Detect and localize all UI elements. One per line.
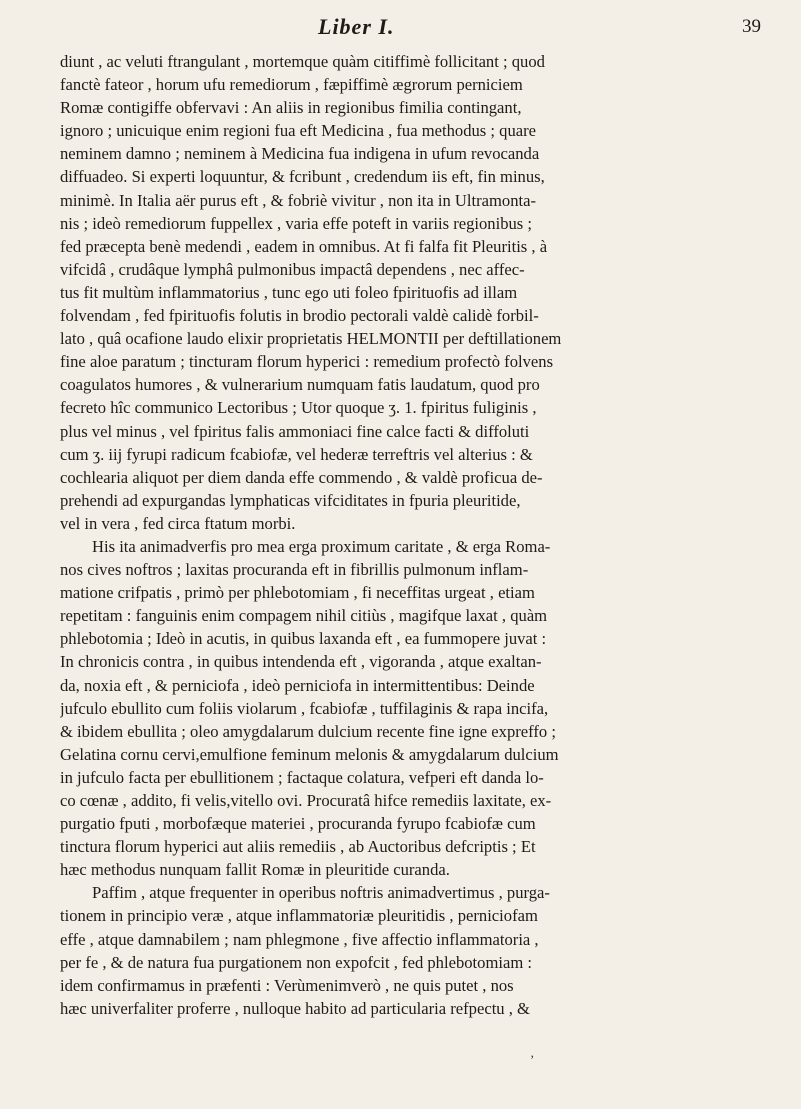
footer-mark: ʼ	[530, 1052, 535, 1067]
text-line: da, noxia eft , & perniciofa , ideò perniciofa in intermittentibus: Deinde	[60, 675, 535, 695]
text-line: fanctè fateor , horum ufu remediorum , fæpiffimè ægrorum perniciem	[60, 75, 523, 95]
page-number: 39	[742, 16, 761, 37]
text-line: fed præcepta benè medendi , eadem in omnibus. At fi falfa fit Pleuritis , à	[60, 236, 548, 256]
running-head: Liber I.	[318, 14, 395, 39]
text-line: nis ; ideò remediorum fuppellex , varia effe poteft in variis regionibus ;	[60, 213, 533, 233]
text-line: plus vel minus , vel fpiritus falis ammoniaci fine calce facti & diffoluti	[60, 421, 530, 441]
text-line: ignoro ; unicuique enim regioni fua eft Medicina , fua methodus ; quare	[60, 121, 537, 141]
text-line: fecreto hîc communico Lectoribus ; Utor quoque ʒ. 1. fpiritus fuliginis ,	[60, 398, 537, 418]
text-line: per fe , & de natura fua purgationem non expofcit , fed phlebotomiam :	[60, 952, 533, 972]
text-line: fine aloe paratum ; tincturam florum hyperici : remedium profectò folvens	[60, 352, 554, 372]
text-line: purgatio fputi , morbofæque materiei , procuranda fyrupo fcabiofæ cum	[60, 814, 536, 834]
text-line: vifcidâ , crudâque lymphâ pulmonibus impactâ dependens , nec affec-	[60, 259, 525, 279]
text-line: Paffim , atque frequenter in operibus noftris animadvertimus , purga-	[92, 883, 550, 903]
text-line: & ibidem ebullita ; oleo amygdalarum dulcium recente fine igne expreffo ;	[60, 721, 556, 741]
text-line: tionem in principio veræ , atque inflammatoriæ pleuritidis , perniciofam	[60, 906, 538, 926]
text-line: cum ʒ. iij fyrupi radicum fcabiofæ, vel hederæ terreftris vel alterius : &	[60, 444, 533, 464]
text-line: in jufculo facta per ebullitionem ; factaque colatura, vefperi eft danda lo-	[60, 767, 544, 787]
text-line: cochlearia aliquot per diem danda effe commendo , & valdè proficua de-	[60, 467, 543, 487]
body-text	[60, 50, 760, 1020]
text-line: tus fit multùm inflammatorius , tunc ego uti foleo fpirituofis ad illam	[60, 282, 518, 302]
text-line: jufculo ebullito cum foliis violarum , fcabiofæ , tuffilaginis & rapa incifa,	[60, 698, 549, 718]
text-line: vel in vera , fed circa ftatum morbi.	[60, 513, 296, 533]
text-line: prehendi ad expurgandas lymphaticas vifciditates in fpuria pleuritide,	[60, 490, 521, 510]
text-line: phlebotomia ; Ideò in acutis, in quibus laxanda eft , ea fummopere juvat :	[60, 629, 547, 649]
text-line: Gelatina cornu cervi,emulfione feminum melonis & amygdalarum dulcium	[60, 744, 559, 764]
text-line: lato , quâ ocafione laudo elixir proprietatis HELMONTII per deftillationem	[60, 329, 562, 349]
text-line: hæc methodus nunquam fallit Romæ in pleuritide curanda.	[60, 860, 450, 880]
text-line: diunt , ac veluti ftrangulant , mortemque quàm citiffimè follicitant ; quod	[60, 52, 545, 71]
text-line: coagulatos humores , & vulnerarium numquam fatis laudatum, quod pro	[60, 375, 540, 395]
page-header	[60, 14, 761, 44]
text-line: neminem damno ; neminem à Medicina fua indigena in ufum revocanda	[60, 144, 540, 164]
text-line: tinctura florum hyperici aut aliis remediis , ab Auctoribus defcriptis ; Et	[60, 837, 536, 857]
text-line: matione crifpatis , primò per phlebotomiam , fi neceffitas urgeat , etiam	[60, 583, 535, 603]
text-line: In chronicis contra , in quibus intendenda eft , vigoranda , atque exaltan-	[60, 652, 542, 672]
text-line: minimè. In Italia aër purus eft , & fobriè vivitur , non ita in Ultramonta-	[60, 190, 537, 210]
text-line: nos cives noftros ; laxitas procuranda eft in fibrillis pulmonum inflam-	[60, 560, 529, 580]
text-line: co cœnæ , addito, fi velis,vitello ovi. Procuratâ hifce remediis laxitate, ex-	[60, 791, 552, 810]
text-line: diffuadeo. Si experti loquuntur, & fcribunt , credendum iis eft, fin minus,	[60, 167, 545, 187]
text-line: effe , atque damnabilem ; nam phlegmone , five affectio inflammatoria ,	[60, 929, 539, 949]
text-line: repetitam : fanguinis enim compagem nihil citiùs , magifque laxat , quàm	[60, 606, 548, 626]
text-line: idem confirmamus in præfenti : Verùmenimverò , ne quis putet , nos	[60, 975, 514, 995]
text-line: His ita animadverfis pro mea erga proximum caritate , & erga Roma-	[92, 536, 551, 556]
text-line: hæc univerfaliter proferre , nulloque habito ad particularia refpectu , &	[60, 998, 530, 1018]
text-line: folvendam , fed fpirituofis folutis in brodio pectorali valdè calidè forbil-	[60, 306, 539, 326]
text-line: Romæ contigiffe obfervavi : An aliis in regionibus fimilia contingant,	[60, 98, 522, 118]
